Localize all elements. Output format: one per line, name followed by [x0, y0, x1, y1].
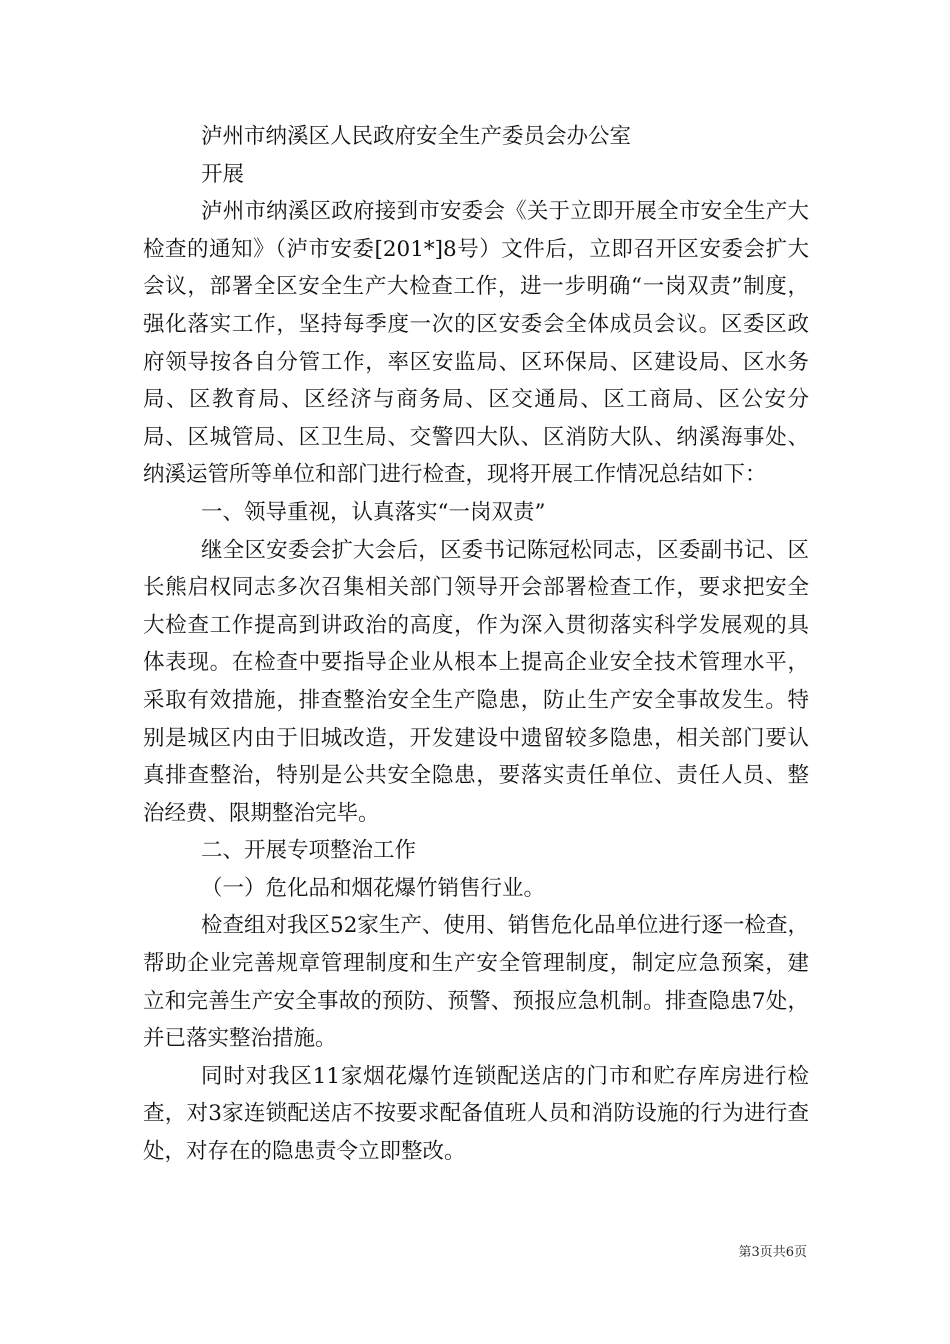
- fireworks-paragraph: 同时对我区11家烟花爆竹连锁配送店的门市和贮存库房进行检查，对3家连锁配送店不按要求配备值班人员和消防设施的行为进行查处，对存在的隐患责令立即整改。: [143, 1063, 809, 1165]
- section-1-heading: 一、领导重视，认真落实“一岗双责”: [201, 499, 546, 525]
- section-2-heading: 二、开展专项整治工作: [201, 838, 417, 864]
- office-name-line: 泸州市纳溪区人民政府安全生产委员会办公室: [201, 124, 632, 149]
- hazardous-chemicals-paragraph: 检查组对我区52家生产、使用、销售危化品单位进行逐一检查，帮助企业完善规章管理制度和生产安全管理制度，制定应急预案，建立和完善生产安全事故的预防、预警、预报应急机制。排查隐患7处，并已落实整治措施。: [143, 913, 809, 1052]
- heading-fragment: 开展: [201, 161, 245, 187]
- intro-paragraph: 泸州市纳溪区政府接到市安委会《关于立即开展全市安全生产大检查的通知》（泸市安委[201*]8号）文件后，立即召开区安委会扩大会议，部署全区安全生产大检查工作，进一步明确“一岗双责”制度，强化落实工作，坚持每季度一次的区安委会全体成员会议。区委区政府领导按各自分管工作，率区安监局、区环保局、区建设局、区水务局、区教育局、区经济与商务局、区交通局、区工商局、区公安分局、区城管局、区卫生局、交警四大队、区消防大队、纳溪海事处、纳溪运管所等单位和部门进行检查，现将开展工作情况总结如下：: [143, 199, 809, 488]
- page-number: 第3页共6页: [738, 1245, 807, 1260]
- subsection-1-heading: （一）危化品和烟花爆竹销售行业。: [201, 875, 546, 901]
- document-body: [143, 118, 809, 1171]
- section-1-paragraph: 继全区安委会扩大会后，区委书记陈冠松同志，区委副书记、区长熊启权同志多次召集相关部门领导开会部署检查工作，要求把安全大检查工作提高到讲政治的高度，作为深入贯彻落实科学发展观的具体表现。在检查中要指导企业从根本上提高企业安全技术管理水平，采取有效措施，排查整治安全生产隐患，防止生产安全事故发生。特别是城区内由于旧城改造，开发建设中遗留较多隐患，相关部门要认真排查整治，特别是公共安全隐患，要落实责任单位、责任人员、整治经费、限期整治完毕。: [143, 537, 809, 826]
